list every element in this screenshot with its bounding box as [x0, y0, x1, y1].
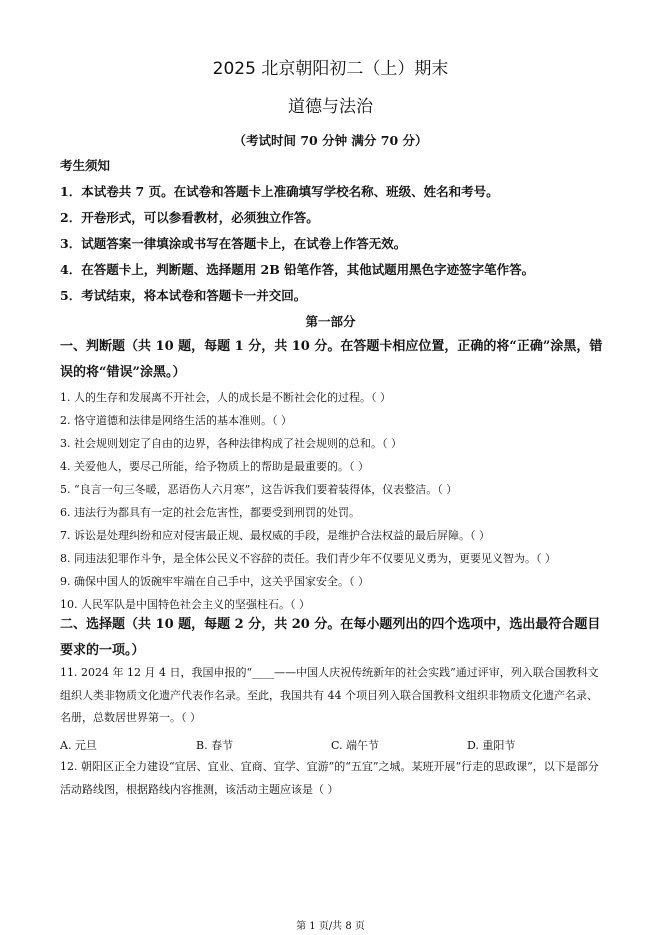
choice-question-stem: 11. 2024 年 12 月 4 日，我国申报的“____——中国人庆祝传统新年的社会实践”通过评审，列入联合国教科文组织人类非物质文化遗产代表作名录。至此，我国共有 44 个项目列入联合国教科文组织非物质文化遗产名录、名册，总数居世界第一。（ ）	[60, 666, 599, 724]
choice-question-stem: 12. 朝阳区正全力建设“宜居、宜业、宜商、宜学、宜游”的“五宜”之城。某班开展“行走的思政课”，以下是部分活动路线图，根据路线内容推测，该活动主题应该是（ ）	[60, 760, 599, 796]
judgment-question: 9. 确保中国人的饭碗牢牢端在自己手中，这关乎国家安全。（ ）	[60, 575, 369, 588]
notice-item: 2．开卷形式，可以参看教材，必须独立作答。	[60, 210, 319, 225]
judgment-question: 4. 关爱他人，要尽己所能，给予物质上的帮助是最重要的。（ ）	[60, 460, 369, 473]
judgment-question: 3. 社会规则划定了自由的边界，各种法律构成了社会规则的总和。（ ）	[60, 437, 402, 450]
judgment-question: 8. 同违法犯罪作斗争，是全体公民义不容辞的责任。我们青少年不仅要见义勇为，更要见义智为。（ ）	[60, 552, 556, 565]
judgment-question: 2. 恪守道德和法律是网络生活的基本准则。（ ）	[60, 414, 292, 427]
part-title: 第一部分	[305, 314, 356, 329]
exam-time-score: （考试时间 70 分钟 满分 70 分）	[233, 133, 428, 148]
choice-option: B. 春节	[196, 739, 234, 752]
notice-heading: 考生须知	[60, 158, 111, 173]
notice-item: 1．本试卷共 7 页。在试卷和答题卡上准确填写学校名称、班级、姓名和考号。	[60, 184, 499, 199]
notice-item: 5．考试结束，将本试卷和答题卡一并交回。	[60, 288, 307, 303]
subject-title: 道德与法治	[288, 97, 373, 117]
judgment-question: 6. 违法行为都具有一定的社会危害性，都要受到刑罚的处罚。	[60, 506, 360, 519]
judgment-question: 1. 人的生存和发展离不开社会，人的成长是不断社会化的过程。（ ）	[60, 391, 391, 404]
judgment-question: 7. 诉讼是处理纠纷和应对侵害最正规、最权威的手段，是维护合法权益的最后屏障。（ ）	[60, 529, 490, 542]
section-heading-judgment: 一、判断题（共 10 题，每题 1 分，共 10 分。在答题卡相应位置，正确的将“正确”涂黑，错误的将“错误”涂黑。）	[60, 339, 603, 380]
judgment-question: 5. “良言一句三冬暖，恶语伤人六月寒”，这告诉我们要着装得体，仪表整洁。（ ）	[60, 483, 458, 496]
choice-option: A. 元旦	[60, 739, 97, 752]
notice-item: 3．试题答案一律填涂或书写在答题卡上，在试卷上作答无效。	[60, 236, 407, 251]
judgment-question: 10. 人民军队是中国特色社会主义的坚强柱石。（ ）	[60, 598, 310, 611]
choice-option: D. 重阳节	[467, 739, 516, 752]
exam-title: 2025 北京朝阳初二（上）期末	[212, 59, 449, 79]
section-heading-choice: 二、选择题（共 10 题，每题 2 分，共 20 分。在每小题列出的四个选项中，选出最符合题目要求的一项。）	[60, 617, 601, 658]
choice-option: C. 端午节	[331, 739, 380, 752]
page-footer: 第 1 页/共 8 页	[296, 921, 365, 932]
notice-item: 4．在答题卡上，判断题、选择题用 2B 铅笔作答，其他试题用黑色字迹签字笔作答。	[60, 262, 535, 277]
